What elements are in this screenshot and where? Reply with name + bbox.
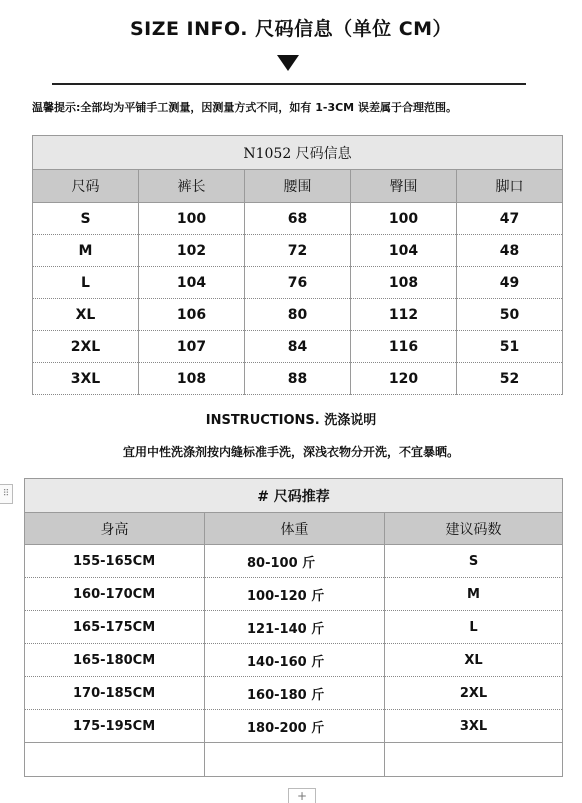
table-row: [33, 235, 563, 267]
table-cell: 49: [457, 267, 563, 299]
table-cell: 108: [351, 267, 457, 299]
table-cell: 48: [457, 235, 563, 267]
table-cell: 140-160 斤: [205, 644, 385, 677]
table-cell: 175-195CM: [25, 710, 205, 743]
table-cell: 100-120 斤: [205, 578, 385, 611]
table-cell: 160-180 斤: [205, 677, 385, 710]
table-cell: XL: [385, 644, 563, 677]
table-cell: S: [385, 545, 563, 578]
table-cell: 121-140 斤: [205, 611, 385, 644]
table-cell: 165-175CM: [25, 611, 205, 644]
table-row: [33, 267, 563, 299]
empty-cell: [385, 743, 563, 777]
table-cell: 80: [245, 299, 351, 331]
instructions-title: INSTRUCTIONS. 洗涤说明: [205, 413, 377, 428]
size-table-caption: N1052 尺码信息: [33, 136, 563, 170]
divider: [52, 83, 526, 85]
table-cell: 120: [351, 363, 457, 395]
table-cell: XL: [33, 299, 139, 331]
table-cell: 51: [457, 331, 563, 363]
size-info-table: [32, 135, 563, 395]
table-row: [33, 331, 563, 363]
column-header: 尺码: [33, 170, 139, 203]
table-cell: 2XL: [33, 331, 139, 363]
table-cell: M: [385, 578, 563, 611]
table-row: [25, 611, 563, 644]
table-row: [33, 299, 563, 331]
table-row: [25, 644, 563, 677]
column-header: 体重: [205, 513, 385, 545]
table-cell: L: [33, 267, 139, 299]
table-cell: 50: [457, 299, 563, 331]
table-cell: 104: [351, 235, 457, 267]
table-cell: 52: [457, 363, 563, 395]
size-recommendation-table: [24, 478, 563, 777]
table-row: [33, 203, 563, 235]
table-cell: S: [33, 203, 139, 235]
size-table-header: [33, 170, 563, 203]
column-header: 腰围: [245, 170, 351, 203]
table-cell: 165-180CM: [25, 644, 205, 677]
table-cell: 47: [457, 203, 563, 235]
table-cell: 100: [139, 203, 245, 235]
column-header: 身高: [25, 513, 205, 545]
table-row: [25, 545, 563, 578]
table-cell: 108: [139, 363, 245, 395]
table-cell: 112: [351, 299, 457, 331]
table-cell: 102: [139, 235, 245, 267]
down-arrow-icon: [277, 55, 299, 71]
page-title: SIZE INFO. 尺码信息（单位 CM）: [129, 18, 453, 40]
table-cell: 106: [139, 299, 245, 331]
table-cell: 170-185CM: [25, 677, 205, 710]
column-header: 脚口: [457, 170, 563, 203]
table-cell: 155-165CM: [25, 545, 205, 578]
table-row: [25, 710, 563, 743]
table-cell: 104: [139, 267, 245, 299]
table-cell: 3XL: [33, 363, 139, 395]
table-cell: 2XL: [385, 677, 563, 710]
empty-cell: [25, 743, 205, 777]
table-cell: L: [385, 611, 563, 644]
plus-icon[interactable]: +: [288, 788, 316, 803]
table-cell: 116: [351, 331, 457, 363]
washing-instructions: 宜用中性洗涤剂按内缝标准手洗，深浅衣物分开洗，不宜暴晒。: [122, 445, 459, 459]
table-cell: 3XL: [385, 710, 563, 743]
table-cell: 80-100 斤: [205, 545, 385, 578]
table-cell: 68: [245, 203, 351, 235]
table-cell: 160-170CM: [25, 578, 205, 611]
table-row: [33, 363, 563, 395]
empty-cell: [205, 743, 385, 777]
column-header: 建议码数: [385, 513, 563, 545]
measurement-note: 温馨提示:全部均为平铺手工测量，因测量方式不同，如有 1-3CM 误差属于合理范围。: [32, 101, 457, 114]
recommendation-header: [25, 513, 563, 545]
table-cell: M: [33, 235, 139, 267]
column-header: 臀围: [351, 170, 457, 203]
column-header: 裤长: [139, 170, 245, 203]
table-cell: 107: [139, 331, 245, 363]
empty-row: [25, 743, 563, 777]
recommendation-caption: # 尺码推荐: [25, 479, 563, 513]
table-cell: 76: [245, 267, 351, 299]
table-cell: 72: [245, 235, 351, 267]
table-row: [25, 578, 563, 611]
table-cell: 88: [245, 363, 351, 395]
table-cell: 84: [245, 331, 351, 363]
table-cell: 180-200 斤: [205, 710, 385, 743]
table-cell: 100: [351, 203, 457, 235]
table-row: [25, 677, 563, 710]
drag-handle-icon[interactable]: ⠿: [0, 484, 13, 504]
